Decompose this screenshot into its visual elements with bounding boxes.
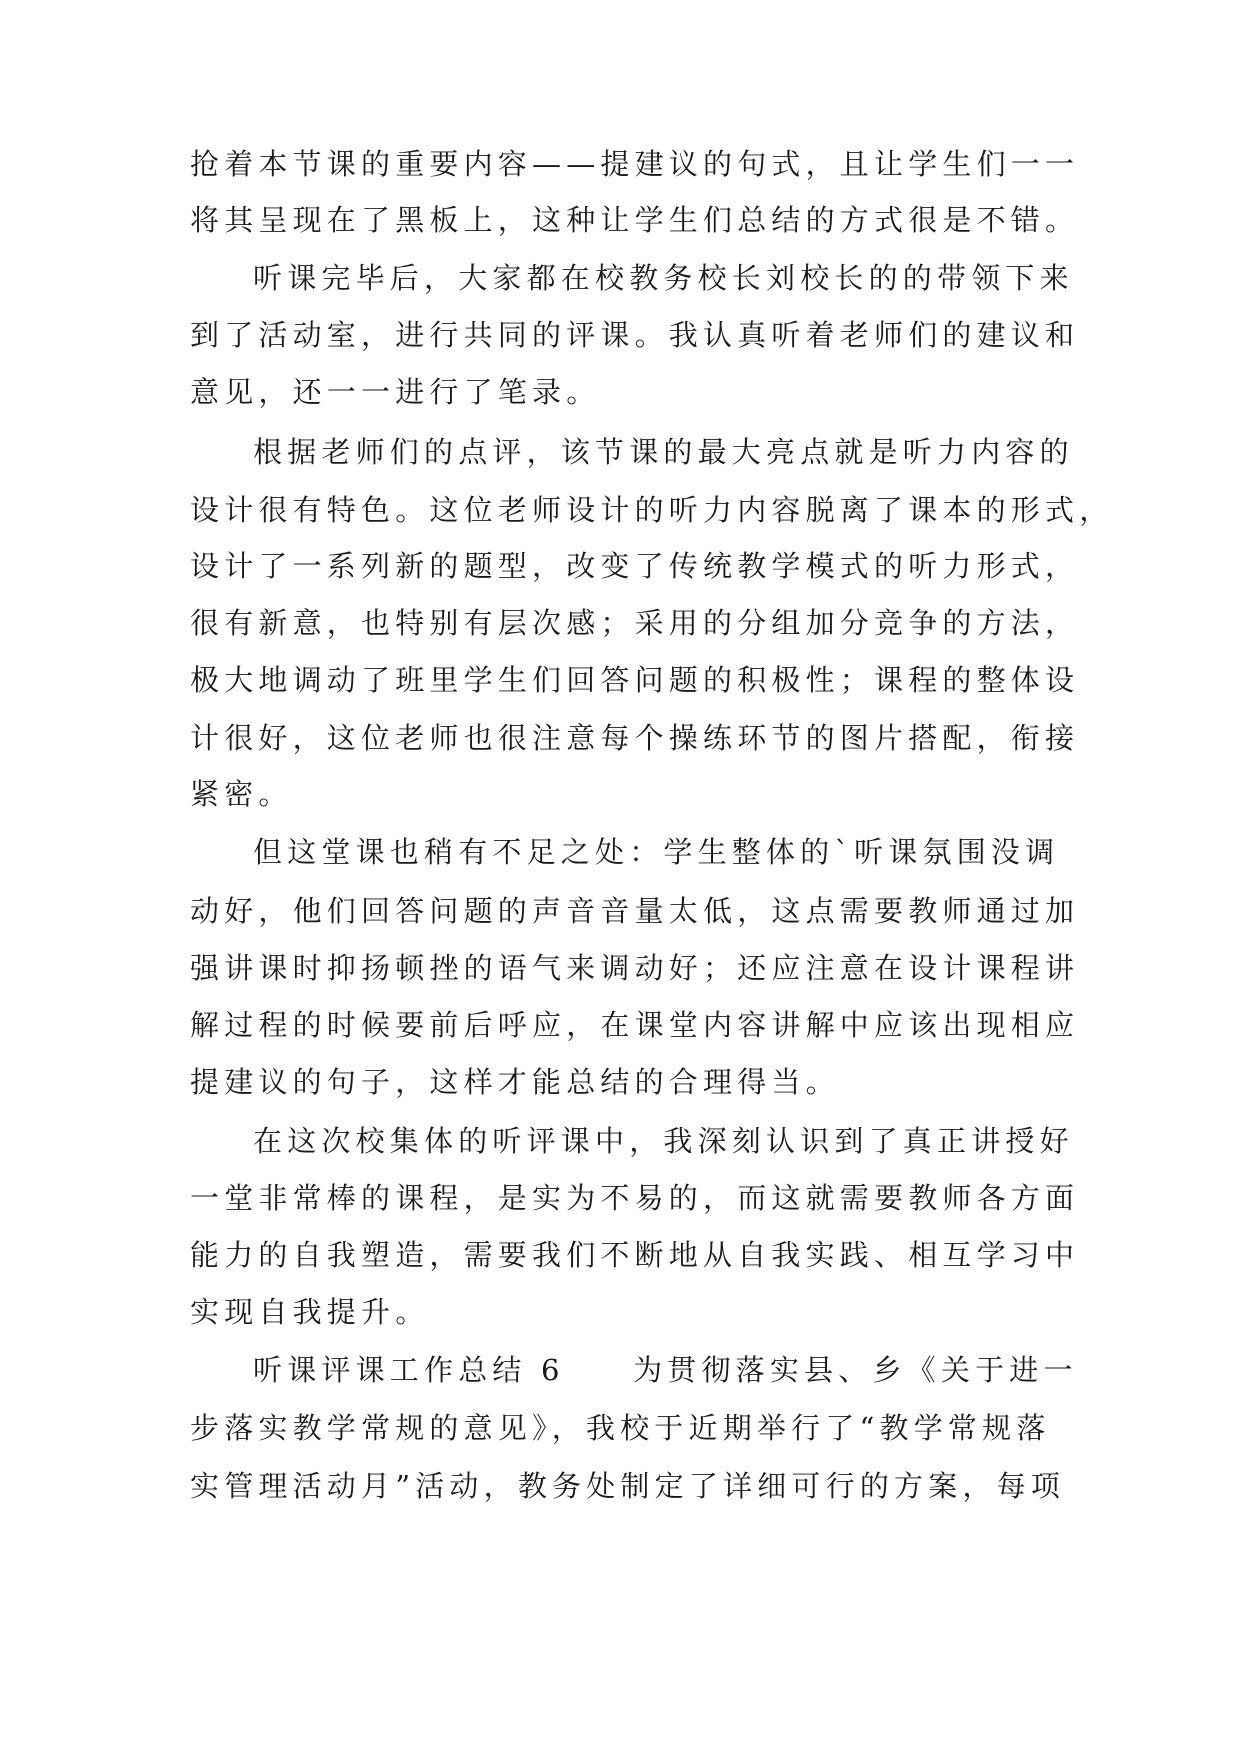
paragraph-start-line: 根据老师们的点评，该节课的最大亮点就是听力内容的 <box>253 435 1074 469</box>
text-line: 实管理活动月”活动，教务处制定了详细可行的方案，每项 <box>190 1469 1066 1503</box>
text-line: 能力的自我塑造，需要我们不断地从自我实践、相互学习中 <box>190 1238 1080 1272</box>
paragraph-start-line: 在这次校集体的听评课中，我深刻认识到了真正讲授好 <box>253 1124 1074 1158</box>
text-line: 将其呈现在了黑板上，这种让学生们总结的方式很是不错。 <box>190 203 1080 237</box>
paragraph-start-line: 听课评课工作总结 6 为贯彻落实县、乡《关于进一 <box>253 1353 1078 1387</box>
text-line: 紧密。 <box>190 777 293 811</box>
text-line: 解过程的时候要前后呼应，在课堂内容讲解中应该出现相应 <box>190 1008 1080 1042</box>
text-line: 动好，他们回答问题的声音音量太低，这点需要教师通过加 <box>190 894 1080 928</box>
paragraph-start-line: 但这堂课也稍有不足之处：学生整体的`听课氛围没调 <box>253 835 1060 869</box>
text-line: 一堂非常棒的课程，是实为不易的，而这就需要教师各方面 <box>190 1181 1080 1215</box>
text-line: 提建议的句子，这样才能总结的合理得当。 <box>190 1065 840 1099</box>
paragraph-start-line: 听课完毕后，大家都在校教务校长刘校长的的带领下来 <box>253 261 1074 295</box>
text-line: 实现自我提升。 <box>190 1295 430 1329</box>
text-line: 设计很有特色。这位老师设计的听力内容脱离了课本的形式， <box>190 493 1114 527</box>
text-line: 到了活动室，进行共同的评课。我认真听着老师们的建议和 <box>190 318 1080 352</box>
text-line: 设计了一系列新的题型，改变了传统教学模式的听力形式， <box>190 549 1080 583</box>
text-line: 强讲课时抑扬顿挫的语气来调动好；还应注意在设计课程讲 <box>190 951 1080 985</box>
text-line: 意见，还一一进行了笔录。 <box>190 375 601 409</box>
text-line: 抢着本节课的重要内容——提建议的句式，且让学生们一一 <box>190 147 1080 181</box>
text-line: 计很好，这位老师也很注意每个操练环节的图片搭配，衔接 <box>190 721 1080 755</box>
text-line: 步落实教学常规的意见》，我校于近期举行了“教学常规落 <box>190 1411 1051 1445</box>
text-line: 极大地调动了班里学生们回答问题的积极性；课程的整体设 <box>190 663 1080 697</box>
text-line: 很有新意，也特别有层次感；采用的分组加分竞争的方法， <box>190 606 1080 640</box>
